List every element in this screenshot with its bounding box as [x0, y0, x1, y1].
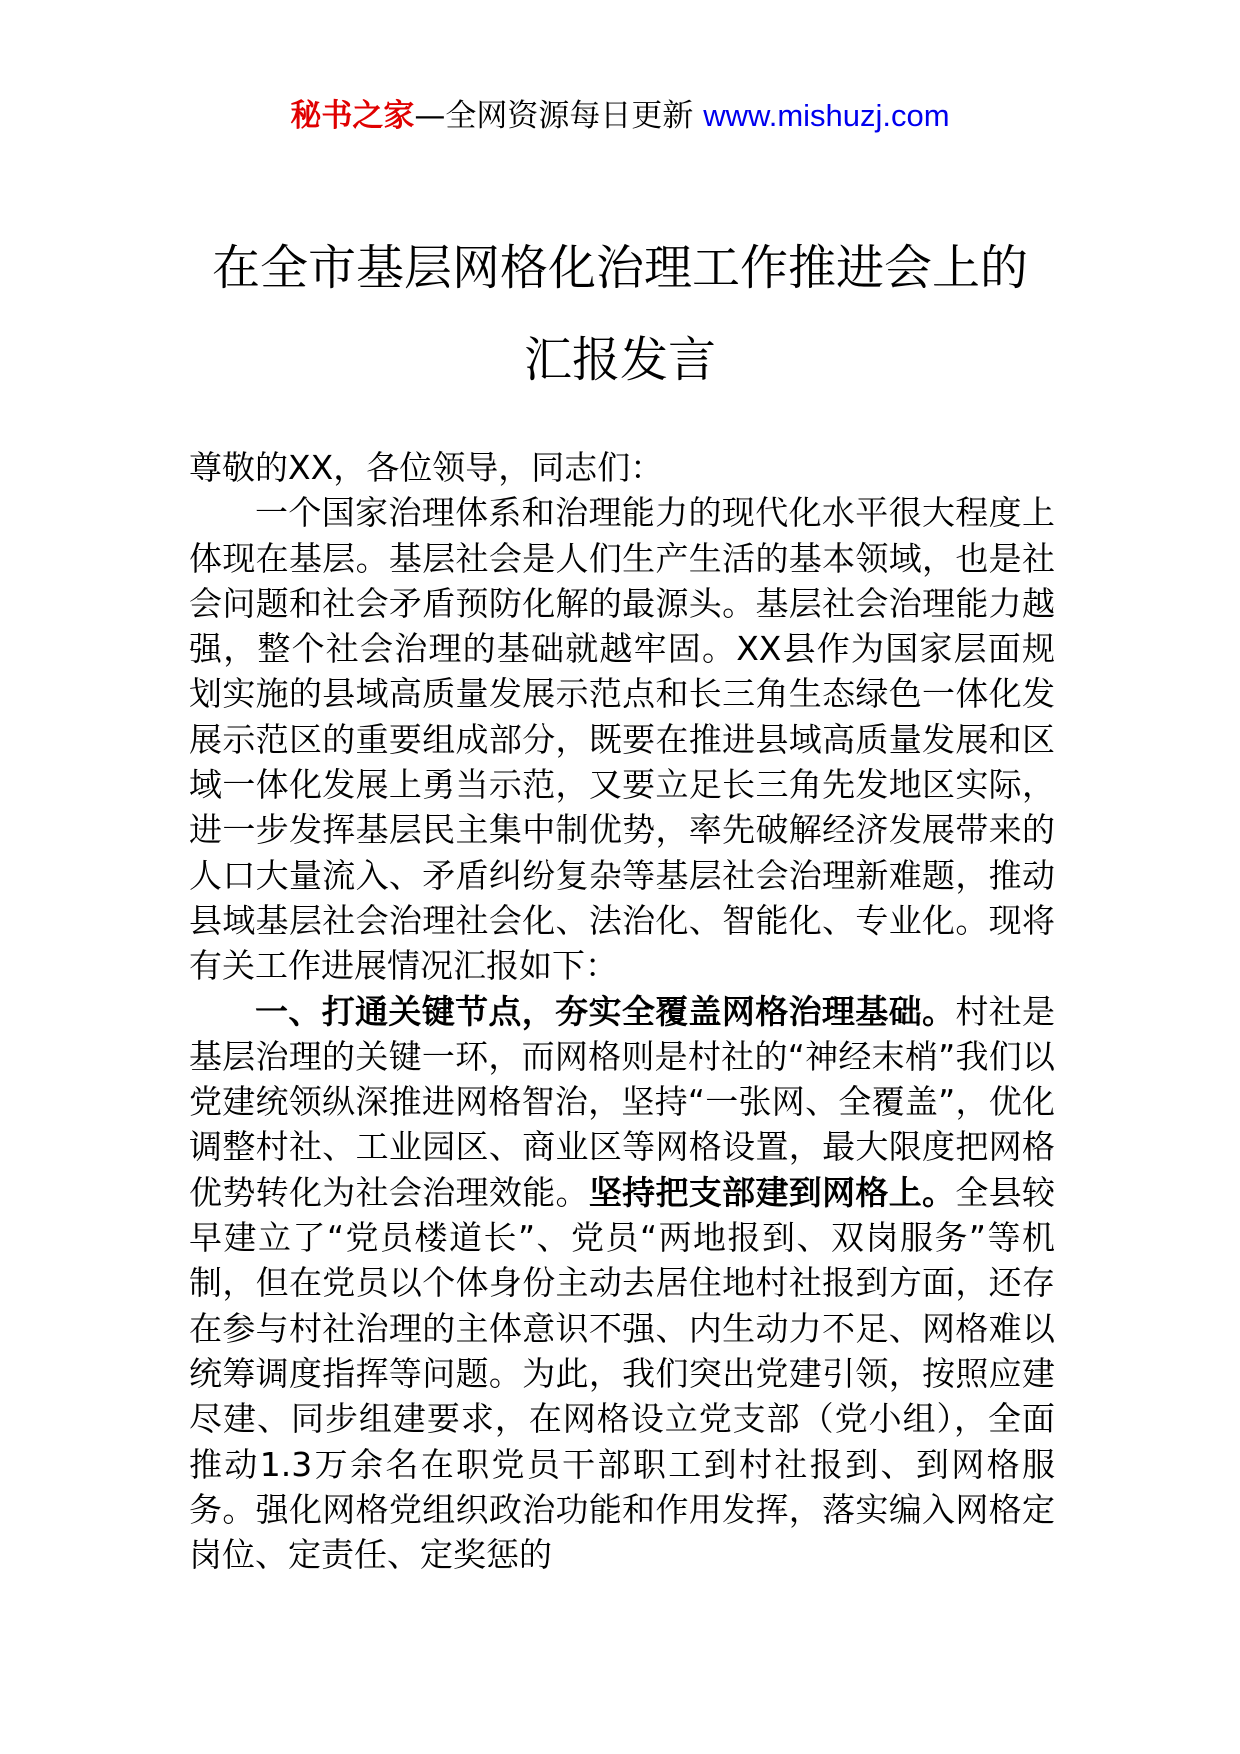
- brand-name: 秘书之家: [290, 98, 415, 134]
- salutation: 尊敬的XX，各位领导，同志们：: [189, 448, 664, 487]
- title-line-2: 汇报发言: [523, 332, 716, 388]
- banner-tagline: —全网资源每日更新: [414, 98, 704, 134]
- title-line-1: 在全市基层网格化治理工作推进会上的: [211, 240, 1028, 296]
- document-title: [0, 222, 1240, 406]
- section-one-heading: 一、打通关键节点，夯实全覆盖网格治理基础。: [255, 991, 956, 1031]
- site-banner: [0, 96, 1240, 136]
- intro-paragraph: 一个国家治理体系和治理能力的现代化水平很大程度上体现在基层。基层社会是人们生产生活的基本领域，也是社会问题和社会矛盾预防化解的最源头。基层社会治理能力越强，整个社会治理的基础就越牢固。XX县作为国家层面规划实施的县域高质量发展示范点和长三角生态绿色一体化发展示范区的重要组成部分，既要在推进县域高质量发展和区域一体化发展上勇当示范，又要立足长三角先发地区实际，进一步发挥基层民主集中制优势，率先破解经济发展带来的人口大量流入、矛盾纠纷复杂等基层社会治理新难题，推动县域基层社会治理社会化、法治化、智能化、专业化。现将有关工作进展情况汇报如下：: [189, 493, 1055, 986]
- section-one-paragraph: [189, 989, 1055, 1578]
- document-body: [189, 445, 1055, 1577]
- section-one-text: 村社是基层治理的关键一环，而网格则是村社的“神经末梢”我们以党建统领纵深推进网格智治，坚持“一张网、全覆盖”，优化调整村社、工业园区、商业区等网格设置，最大限度把网格优势转化为社会治理效能。: [189, 991, 1056, 1212]
- site-url-link[interactable]: www.mishuzj.com: [703, 98, 950, 133]
- section-one-subheading: 坚持把支部建到网格上。: [588, 1172, 956, 1212]
- section-one-text-continued: 全县较早建立了“党员楼道长”、党员“两地报到、双岗服务”等机制，但在党员以个体身份主动去居住地村社报到方面，还存在参与村社治理的主体意识不强、内生动力不足、网格难以统筹调度指挥等问题。为此，我们突出党建引领，按照应建尽建、同步组建要求，在网格设立党支部（党小组），全面推动1.3万余名在职党员干部职工到村社报到、到网格服务。强化网格党组织政治功能和作用发挥，落实编入网格定岗位、定责任、定奖惩的: [189, 1172, 1056, 1575]
